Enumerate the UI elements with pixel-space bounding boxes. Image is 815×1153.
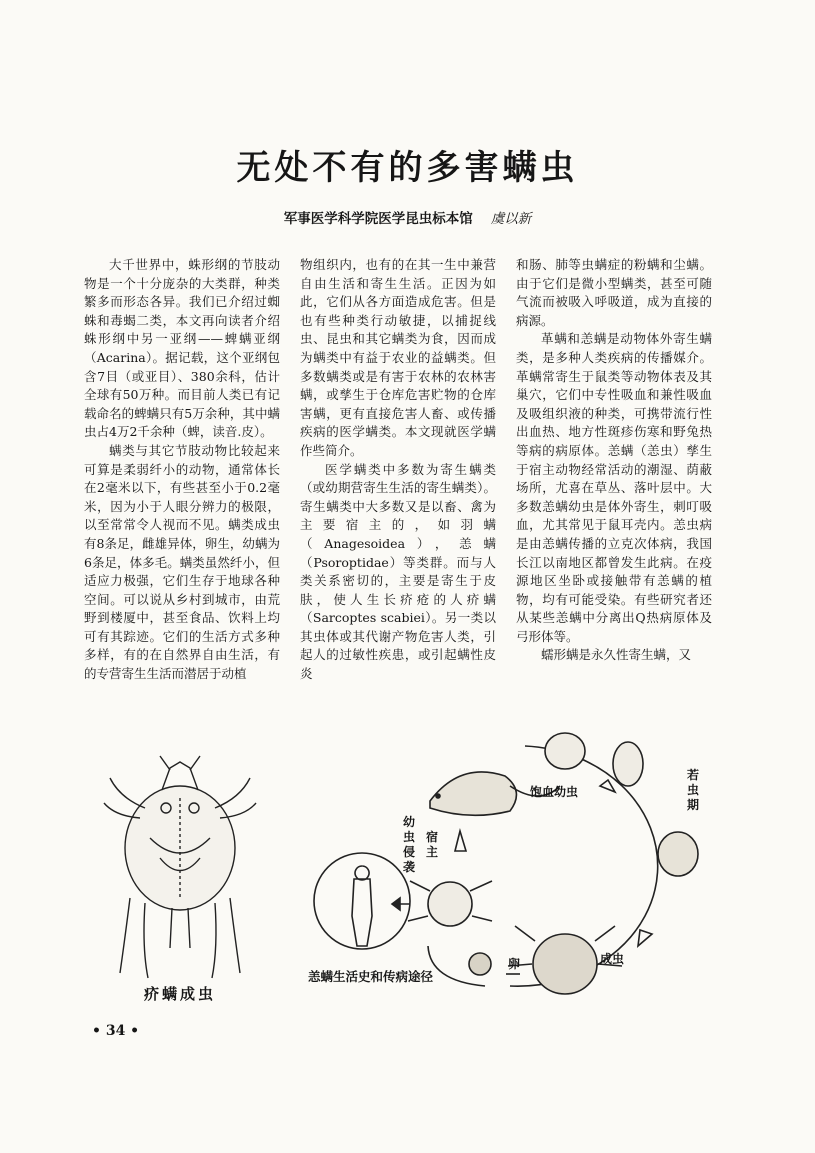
page-number: • 34 •: [92, 1023, 140, 1039]
paragraph: 物组织内，也有的在其一生中兼营自由生活和寄生生活。正因为如此，它们从各方面造成危害。但是也有些种类行动敏捷，以捕捉线虫、昆虫和其它螨类为食，因而成为螨类中有益于农业的益螨类。但多数螨类或是有害于农林的农林害螨，或孳生于仓库危害贮物的仓库害螨，更有直接危害人畜、或传播疾病的医学螨类。本文现就医学螨作些简介。: [300, 257, 496, 458]
mite-caption: 疥螨成虫: [143, 985, 216, 1003]
paragraph: 蠕形螨是永久性寄生螨，又: [541, 647, 692, 663]
paragraph: 医学螨类中多数为寄生螨类（或幼期营寄生生活的寄生螨类）。寄生螨类中大多数又是以畜、禽为主要宿主的，如羽螨（Anagesoidea），恙螨（Psoroptidae）等类群。而与人类关系密切的，主要是寄生于皮肤，使人生长疥疮的人疥螨（Sarcoptes scabiei）。另一类以其虫体或其代谢产物危害人类，引起人的过敏性疾患，或引起螨性皮炎: [300, 461, 496, 682]
paragraph: 革螨和恙螨是动物体外寄生螨类，是多种人类疾病的传播媒介。革螨常寄生于鼠类等动物体表及其巢穴，它们中专性吸血和兼性吸血及吸组织液的种类，可携带流行性出血热、地方性斑疹伤寒和野兔热等病的病原体。恙螨（恙虫）孳生于宿主动物经常活动的潮湿、荫蔽场所，尤喜在草丛、落叶层中。大多数恙螨幼虫是体外寄生，刺叮吸血，尤其常见于鼠耳壳内。恙虫病是由恙螨传播的立克次体病，我国长江以南地区都曾发生此病。在疫源地区坐卧或接触带有恙螨的植物，均有可能受染。有些研究者还从某些恙螨中分离出Q热病原体及弓形体等。: [516, 331, 712, 644]
label-engorged-larva: 饱血幼虫: [530, 785, 579, 799]
label-host: 宿主: [425, 830, 438, 859]
text-column-3: [516, 256, 712, 665]
scabies-mite-illustration: [100, 748, 260, 983]
text-column-1: [84, 256, 280, 684]
paragraph: 和肠、肺等虫螨症的粉螨和尘螨。由于它们是微小型螨类，甚至可随气流而被吸入呼吸道，成为直接的病源。: [516, 257, 712, 328]
label-larva-invade: 幼虫侵袭: [402, 815, 415, 874]
byline: [0, 207, 815, 227]
affiliation: 军事医学科学院医学昆虫标本馆: [283, 211, 473, 227]
author: 虞以新: [490, 211, 532, 227]
text-column-2: [300, 256, 496, 684]
article-title: 无处不有的多害螨虫: [236, 148, 579, 188]
cycle-caption: 恙螨生活史和传病途径: [308, 969, 434, 984]
paragraph: 大千世界中，蛛形纲的节肢动物是一个十分庞杂的大类群，种类繁多而形态各异。我们已介绍过蜘蛛和毒蝎二类，本文再向读者介绍蛛形纲中另一亚纲——蜱螨亚纲（Acarina）。据记载，这个亚纲包含7目（或亚目）、380余科，估计全球有50万种。而目前人类已有记载命名的蜱螨只有5万余种，其中螨虫占4万2千余种（蜱，读音.皮）。: [84, 257, 280, 440]
paragraph: 螨类与其它节肢动物比较起来可算是柔弱纤小的动物，通常体长在2毫米以下，有些甚至小于0.2毫米，因为小于人眼分辨力的极限，以至常常令人视而不见。螨类成虫有8条足，雌雄异体，卵生，幼螨为6条足，体多毛。螨类虽然纤小，但适应力极强，它们生存于地球各种空间。可以说从乡村到城市，由荒野到楼厦中，甚至食品、饮料上均可有其踪迹。它们的生活方式多种多样，有的在自然界自由生活，有的专营寄生生活而潜居于动植: [84, 442, 280, 682]
label-nymph: 若虫期: [686, 768, 699, 812]
label-adult: 成虫: [600, 952, 625, 966]
label-egg: 卵: [508, 957, 521, 971]
